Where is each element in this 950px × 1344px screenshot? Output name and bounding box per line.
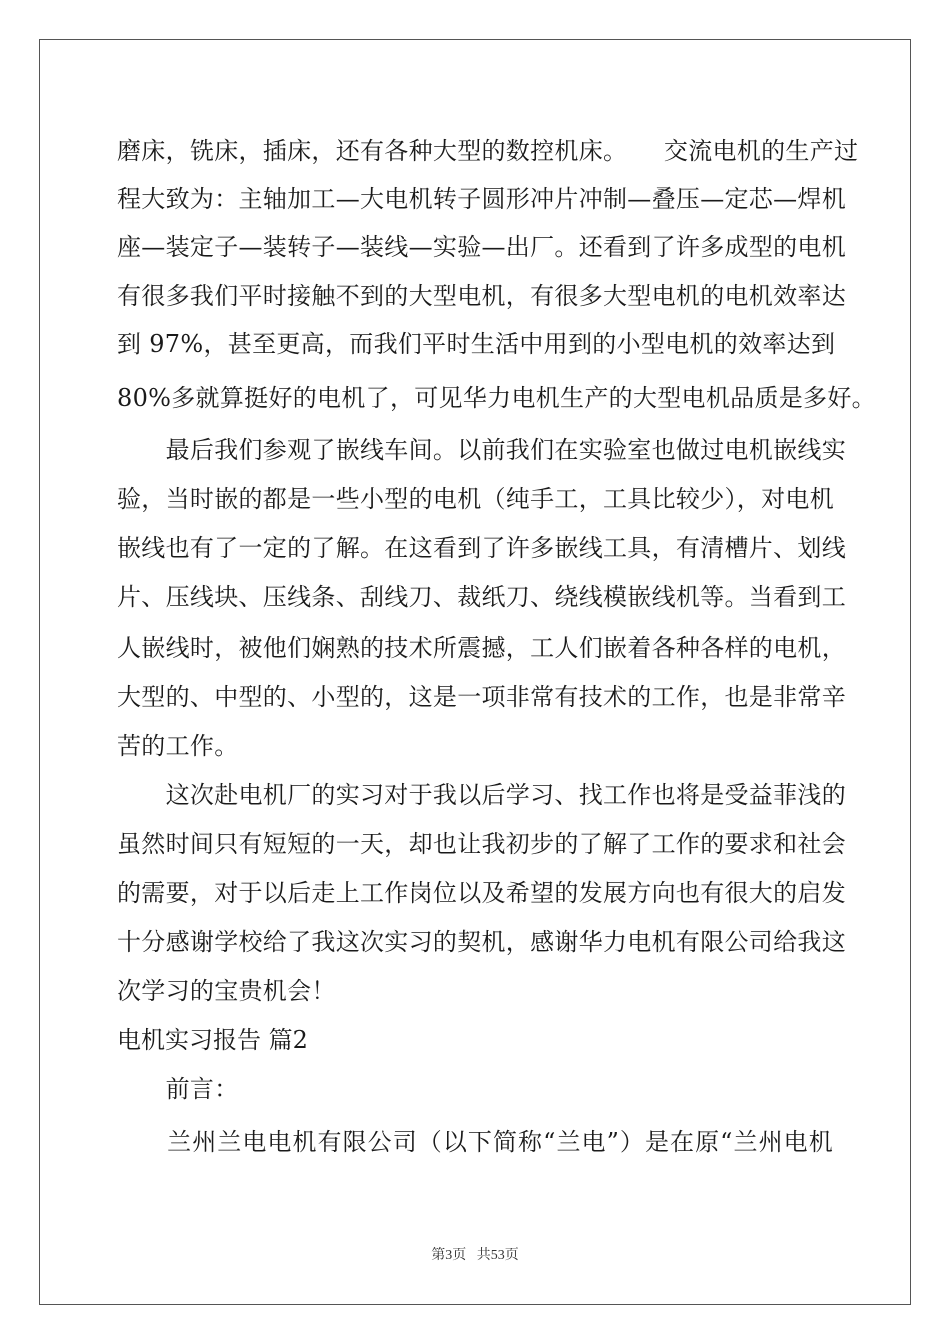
text-line: 的需要，对于以后走上工作岗位以及希望的发展方向也有很大的启发 <box>117 879 846 907</box>
text-line: 磨床，铣床，插床，还有各种大型的数控机床。 交流电机的生产过 <box>117 137 859 165</box>
text-line: 座—装定子—装转子—装线—实验—出厂。还看到了许多成型的电机 <box>117 233 846 261</box>
text-line: 大型的、中型的、小型的，这是一项非常有技术的工作，也是非常辛 <box>117 683 846 711</box>
text-line: 验，当时嵌的都是一些小型的电机（纯手工，工具比较少），对电机 <box>117 485 834 513</box>
text-line: 兰州兰电电机有限公司（以下简称“兰电”）是在原“兰州电机 <box>117 1128 833 1156</box>
text-line: 嵌线也有了一定的了解。在这看到了许多嵌线工具，有清槽片、划线 <box>117 534 846 562</box>
preface-label: 前言： <box>117 1075 239 1103</box>
page-border <box>39 39 911 1305</box>
text-line: 80%多就算挺好的电机了，可见华力电机生产的大型电机品质是多好。 <box>117 384 876 412</box>
text-line: 到 97%，甚至更高，而我们平时生活中用到的小型电机的效率达到 <box>117 330 836 358</box>
page-number-footer: 第3页 共53页 <box>431 1248 519 1263</box>
text-line: 最后我们参观了嵌线车间。以前我们在实验室也做过电机嵌线实 <box>117 436 846 464</box>
text-line: 次学习的宝贵机会！ <box>117 977 336 1005</box>
text-line: 这次赴电机厂的实习对于我以后学习、找工作也将是受益菲浅的 <box>117 781 846 809</box>
text-line: 人嵌线时，被他们娴熟的技术所震撼，工人们嵌着各种各样的电机， <box>117 634 846 662</box>
text-line: 有很多我们平时接触不到的大型电机，有很多大型电机的电机效率达 <box>117 282 846 310</box>
text-line: 苦的工作。 <box>117 732 239 760</box>
text-line: 片、压线块、压线条、刮线刀、裁纸刀、绕线模嵌线机等。当看到工 <box>117 583 846 611</box>
section-heading: 电机实习报告 篇2 <box>117 1026 308 1054</box>
text-line: 程大致为：主轴加工—大电机转子圆形冲片冲制—叠压—定芯—焊机 <box>117 185 846 213</box>
text-line: 十分感谢学校给了我这次实习的契机，感谢华力电机有限公司给我这 <box>117 928 846 956</box>
text-line: 虽然时间只有短短的一天，却也让我初步的了解了工作的要求和社会 <box>117 830 846 858</box>
